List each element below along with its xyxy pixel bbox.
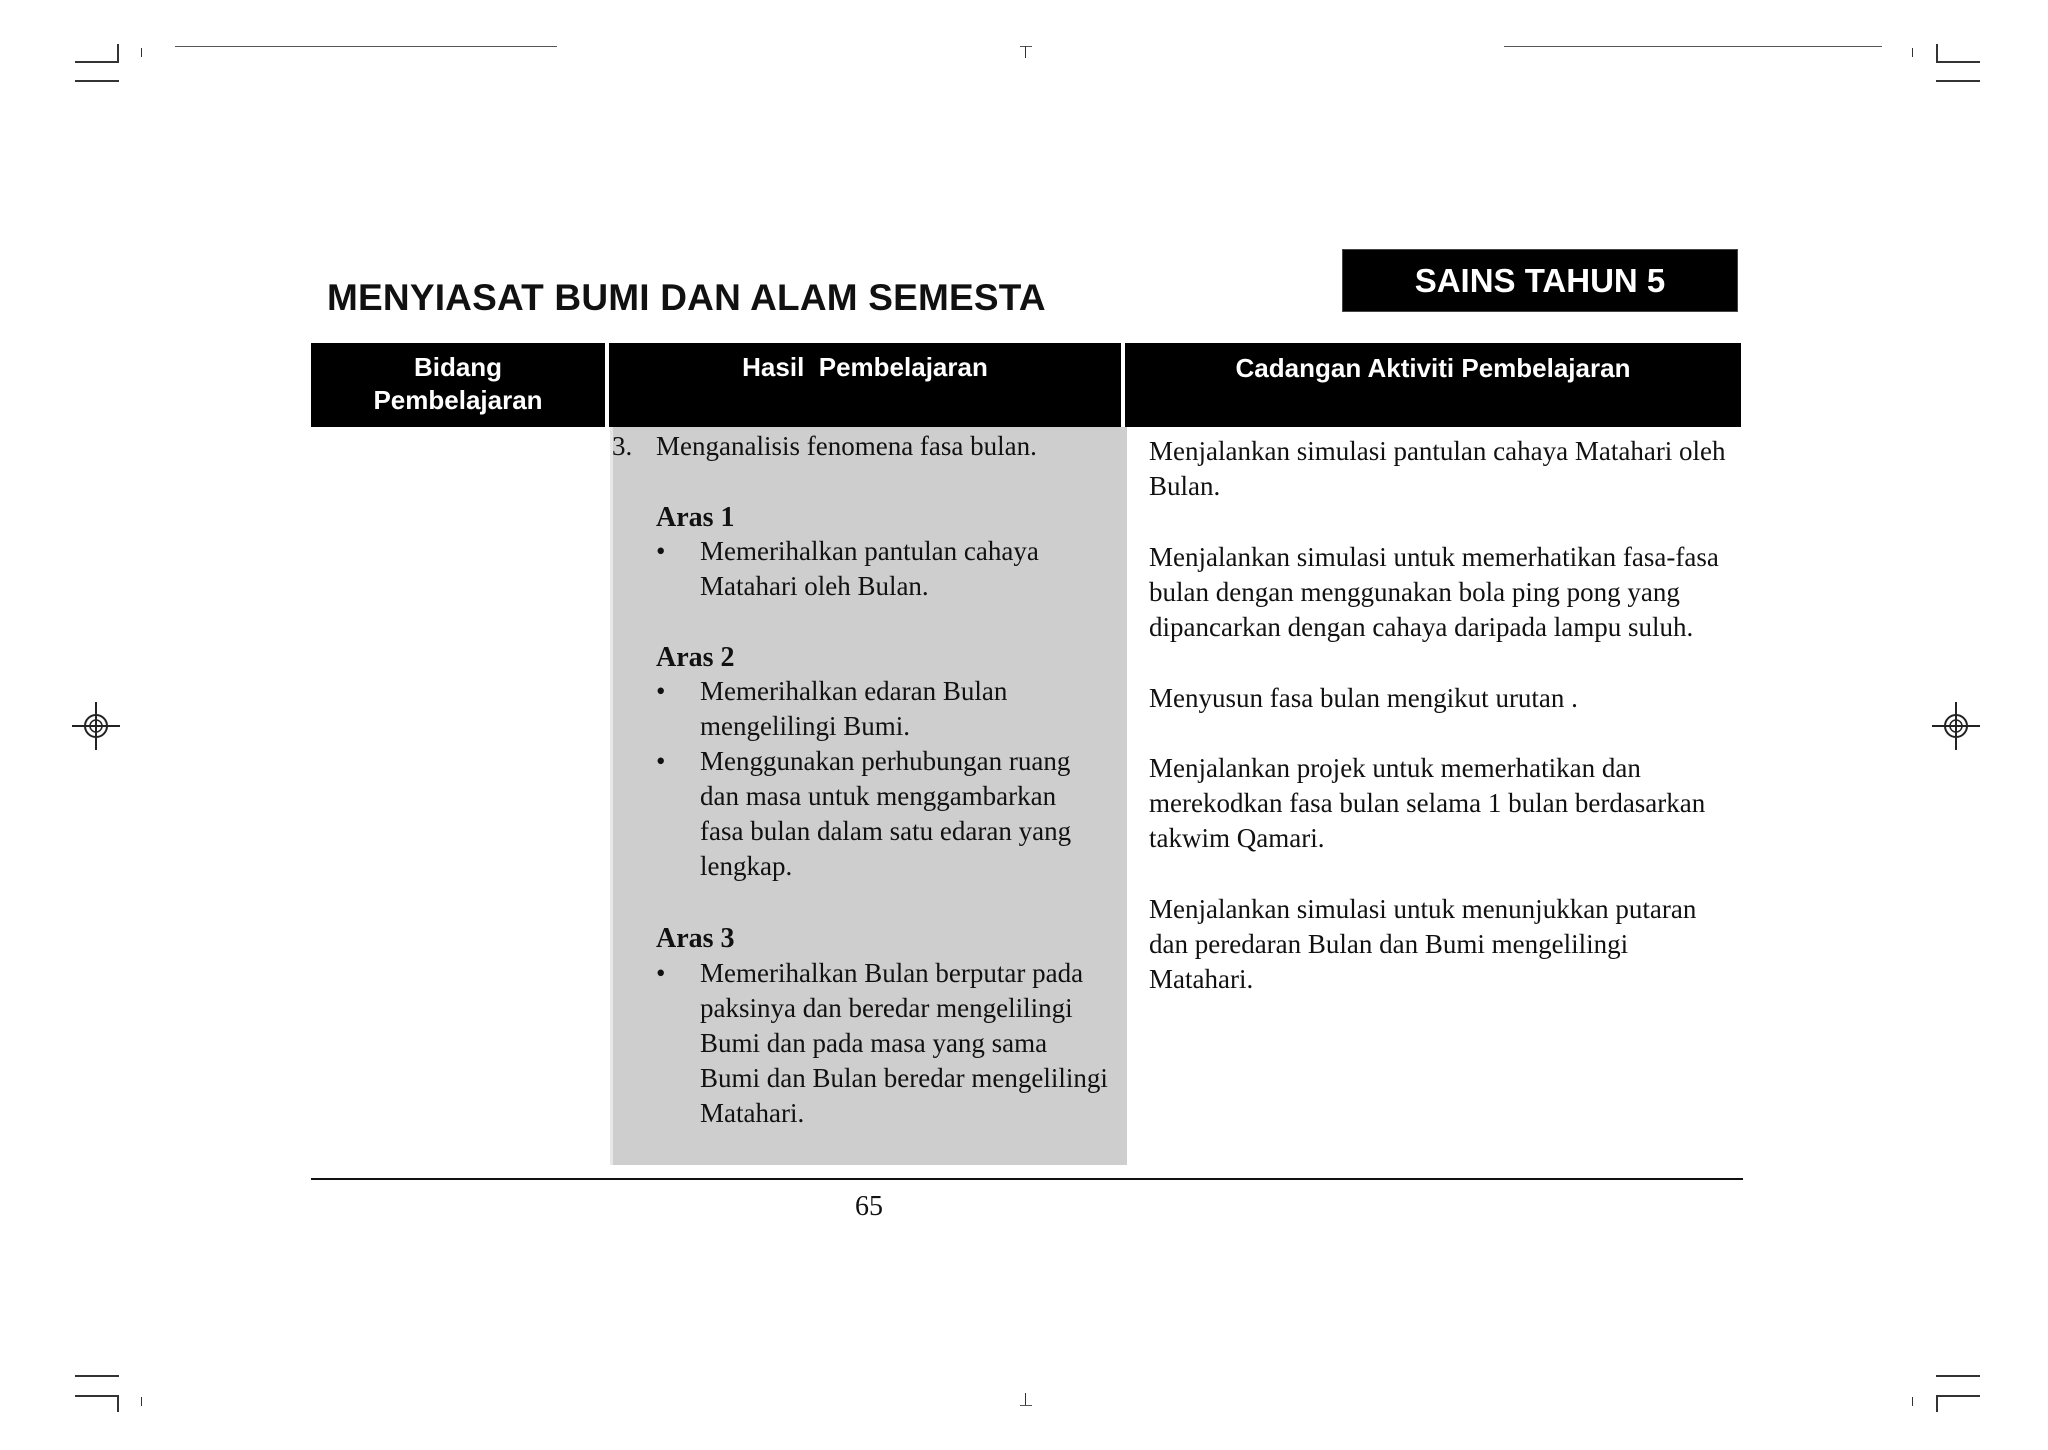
- outcome-statement: Menganalisis fenomena fasa bulan.: [656, 431, 1037, 461]
- level-heading: Aras 3: [656, 923, 735, 954]
- subject-badge: SAINS TAHUN 5: [1343, 250, 1737, 311]
- crop-mark: [1020, 46, 1032, 47]
- crop-mark: [75, 61, 119, 63]
- column-header-label: Bidang Pembelajaran: [373, 352, 543, 415]
- crop-mark: [75, 80, 119, 82]
- outcome-number: 3.: [612, 431, 633, 461]
- table-bottom-rule: [311, 1178, 1743, 1180]
- column-header-label: Cadangan Aktiviti Pembelajaran: [1235, 353, 1631, 383]
- bullet-icon: •: [656, 676, 666, 706]
- crop-mark: [117, 44, 119, 63]
- crop-mark: [1936, 61, 1980, 63]
- activity-paragraph: Menyusun fasa bulan mengikut urutan .: [1149, 683, 1578, 713]
- crop-mark: [1025, 1393, 1026, 1405]
- crop-mark: [1025, 46, 1026, 58]
- crop-mark: [141, 1397, 142, 1406]
- list-item-text: Memerihalkan Bulan berputar pada paksinya dan beredar mengelilingi Bumi dan pada masa yang sama Bumi dan Bulan beredar mengelilingi Matahari.: [700, 958, 1108, 1128]
- page-title: MENYIASAT BUMI DAN ALAM SEMESTA: [327, 277, 1046, 318]
- level-heading: Aras 2: [656, 642, 735, 673]
- crop-mark: [75, 1395, 119, 1397]
- activity-paragraph: Menjalankan simulasi untuk memerhatikan fasa-fasa bulan dengan menggunakan bola ping pong yang dipancarkan dengan cahaya daripada lampu suluh.: [1149, 542, 1719, 642]
- crop-mark: [141, 48, 142, 57]
- bullet-icon: •: [656, 536, 666, 566]
- activity-paragraph: Menjalankan projek untuk memerhatikan dan merekodkan fasa bulan selama 1 bulan berdasarkan takwim Qamari.: [1149, 753, 1706, 853]
- column-header-bidang: [311, 343, 605, 427]
- bullet-icon: •: [656, 746, 666, 776]
- crop-mark: [1504, 46, 1882, 47]
- column-header-hasil: [609, 343, 1121, 427]
- list-item-text: Memerihalkan edaran Bulan mengelilingi Bumi.: [700, 676, 1008, 741]
- bullet-icon: •: [656, 958, 666, 988]
- page-number: 65: [855, 1191, 883, 1222]
- crop-mark: [75, 1375, 119, 1377]
- crop-mark: [117, 1395, 119, 1412]
- column-header-cadangan: [1125, 343, 1741, 427]
- crop-mark: [1936, 80, 1980, 82]
- crop-mark: [1020, 1405, 1032, 1406]
- activity-paragraph: Menjalankan simulasi pantulan cahaya Matahari oleh Bulan.: [1149, 436, 1726, 501]
- column-divider: [610, 427, 613, 1165]
- registration-mark-icon: [1932, 702, 1980, 750]
- crop-mark: [1912, 1397, 1913, 1406]
- list-item-text: Menggunakan perhubungan ruang dan masa untuk menggambarkan fasa bulan dalam satu edaran yang lengkap.: [700, 746, 1072, 881]
- registration-mark-icon: [72, 702, 120, 750]
- crop-mark: [175, 46, 557, 47]
- activity-paragraph: Menjalankan simulasi untuk menunjukkan putaran dan peredaran Bulan dan Bumi mengelilingi Matahari.: [1149, 894, 1697, 994]
- column-header-label: Hasil Pembelajaran: [742, 352, 988, 382]
- level-heading: Aras 1: [656, 502, 735, 533]
- crop-mark: [1936, 1375, 1980, 1377]
- crop-mark: [1912, 48, 1913, 57]
- list-item-text: Memerihalkan pantulan cahaya Matahari oleh Bulan.: [700, 536, 1039, 601]
- crop-mark: [1936, 1395, 1980, 1397]
- crop-mark: [1936, 1395, 1938, 1412]
